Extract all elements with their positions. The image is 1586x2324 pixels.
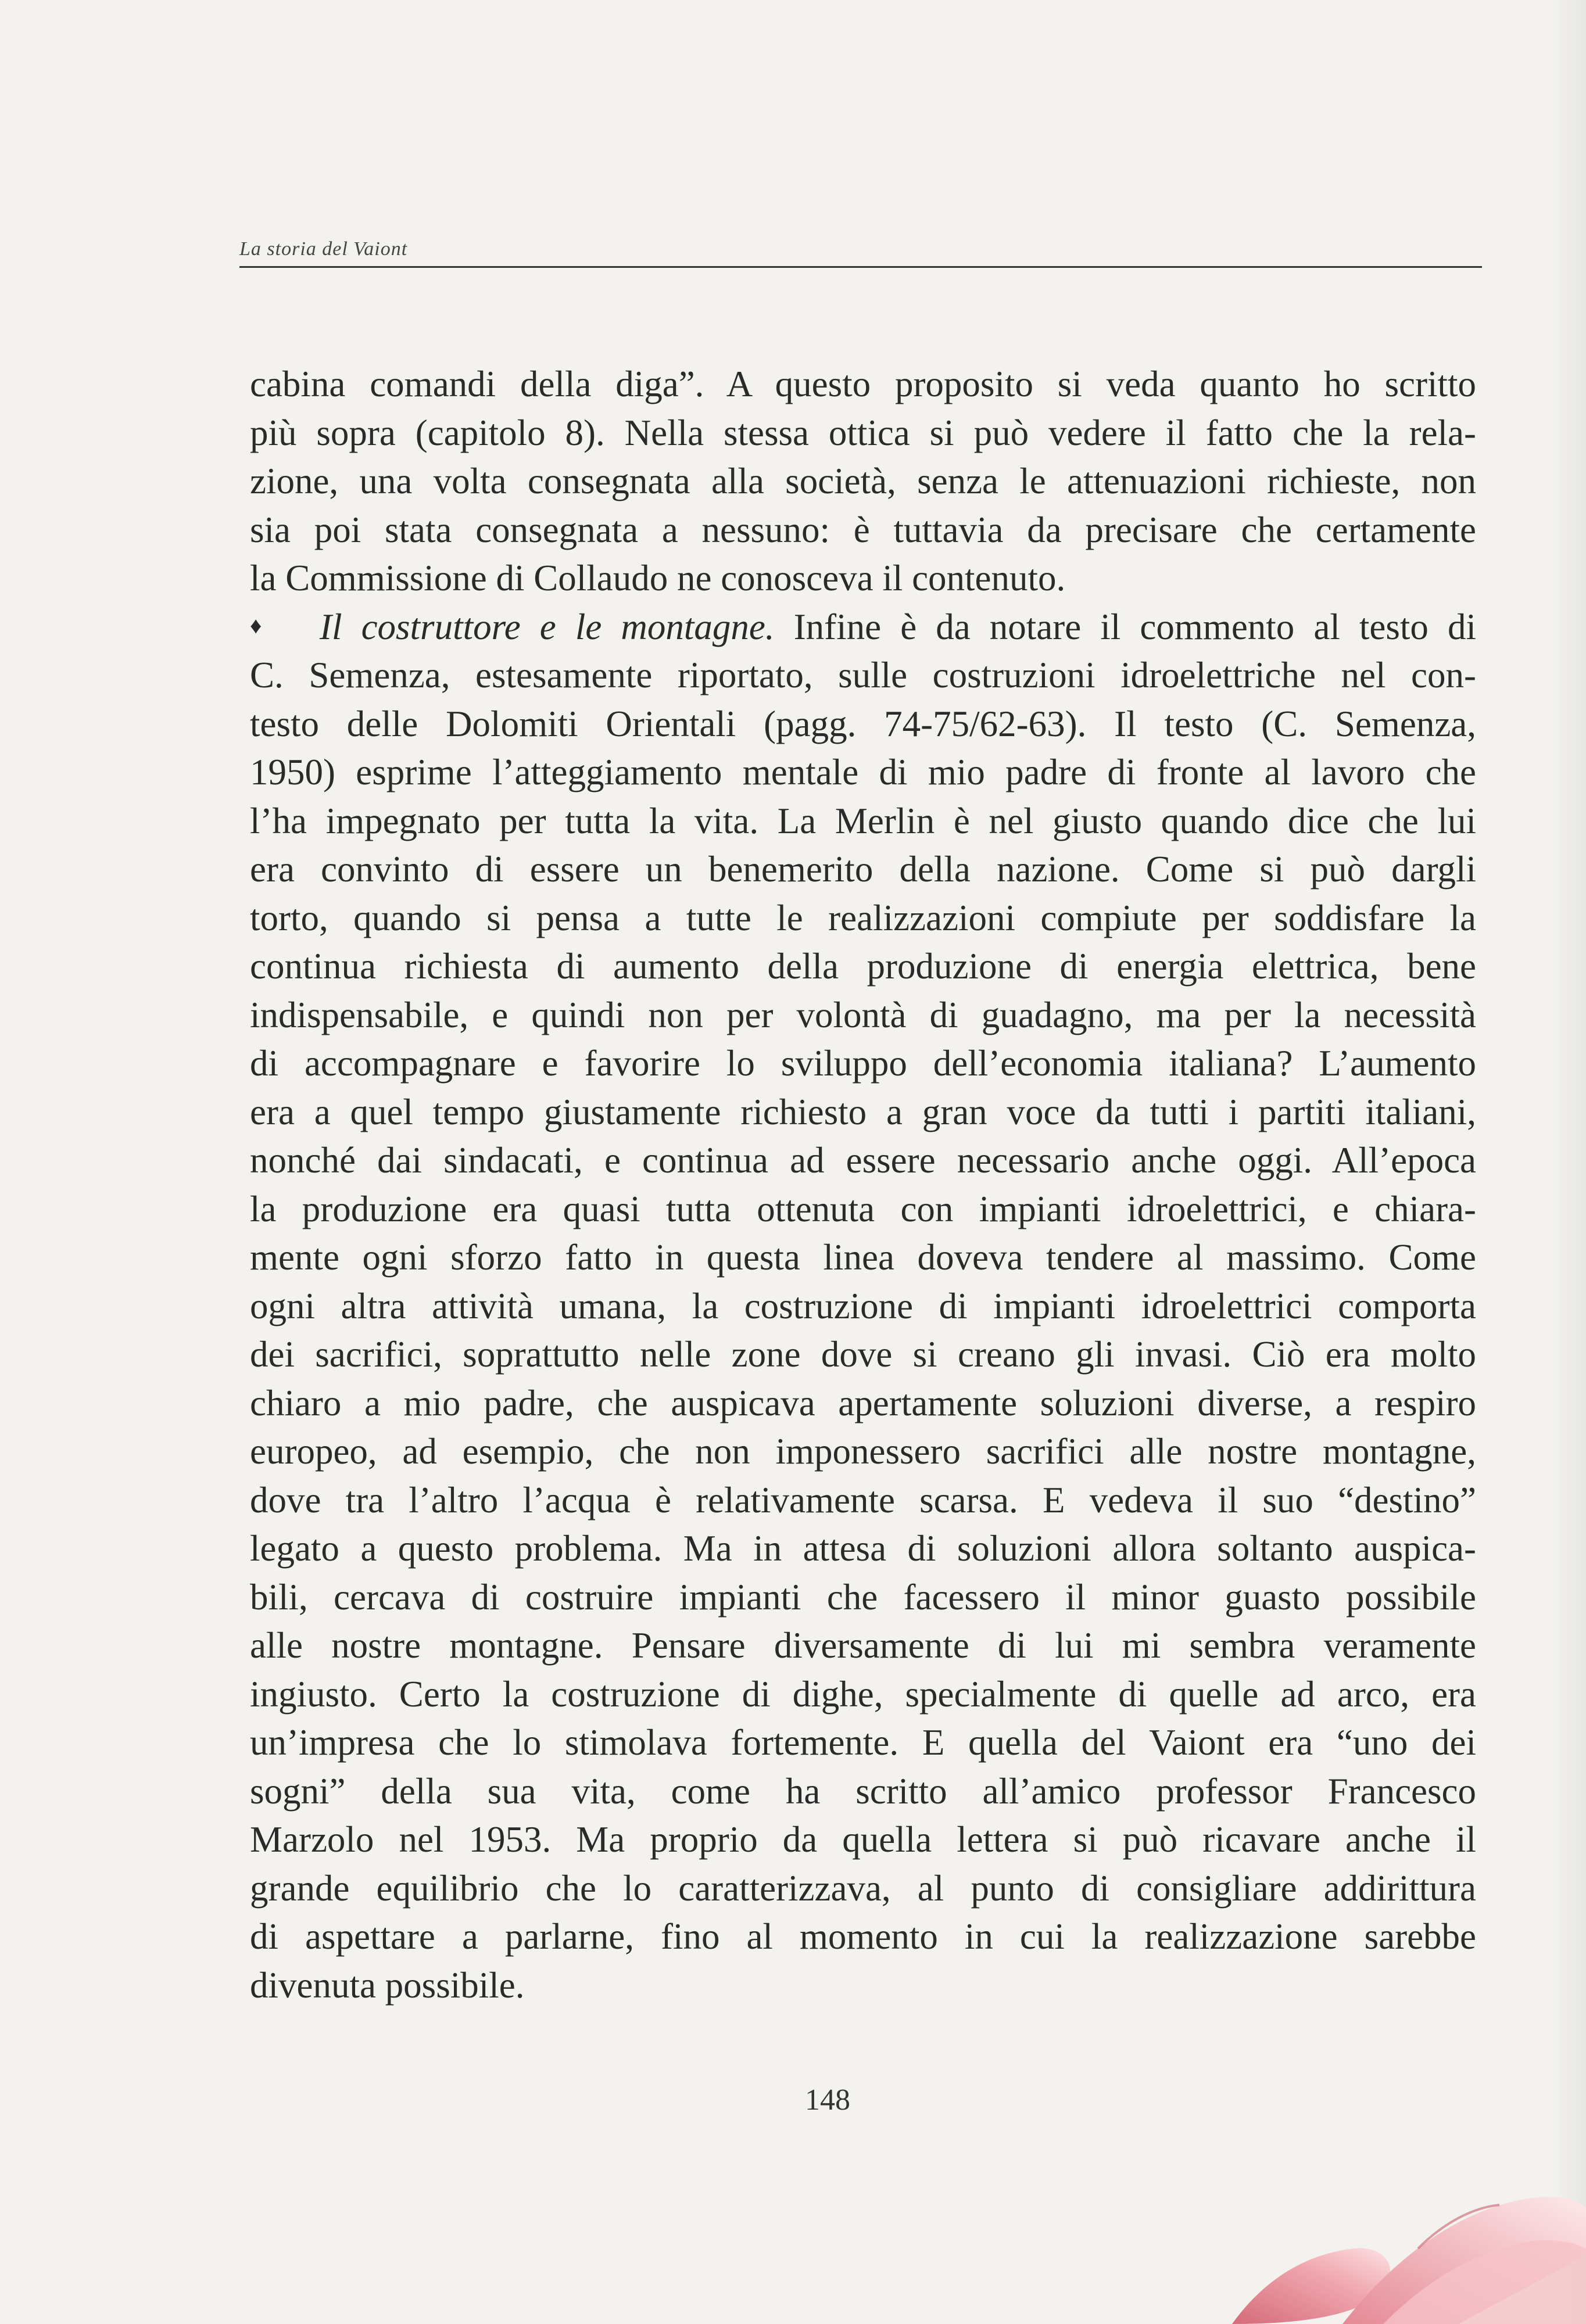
text-line: cabina comandi della diga”. A questo proposito si veda quanto ho scritto	[250, 364, 1476, 404]
text-line: testo delle Dolomiti Orientali (pagg. 74-75/62-63). Il testo (C. Semenza,	[250, 703, 1476, 744]
text-line: più sopra (capitolo 8). Nella stessa ottica si può vedere il fatto che la rela-	[250, 412, 1476, 453]
text-line: torto, quando si pensa a tutte le realizzazioni compiute per soddisfare la	[250, 897, 1476, 938]
text-line: 1950) esprime l’atteggiamento mentale di mio padre di fronte al lavoro che	[250, 752, 1476, 792]
text-line: la produzione era quasi tutta ottenuta con impianti idroelettrici, e chiara-	[250, 1188, 1476, 1229]
text-line: sogni” della sua vita, come ha scritto all’amico professor Francesco	[250, 1770, 1476, 1812]
text-line: C. Semenza, estesamente riportato, sulle costruzioni idroelettriche nel con-	[250, 655, 1476, 695]
flower-petal-icon	[1209, 2185, 1586, 2324]
text-line: di aspettare a parlarne, fino al momento in cui la realizzazione sarebbe	[250, 1916, 1476, 1957]
text-line: sia poi stata consegnata a nessuno: è tuttavia da precisare che certamente	[250, 509, 1476, 550]
text-line: grande equilibrio che lo caratterizzava, al punto di consigliare addirittura	[250, 1867, 1476, 1909]
page-number: 148	[805, 2083, 850, 2117]
text-line: Marzolo nel 1953. Ma proprio da quella lettera si può ricavare anche il	[250, 1819, 1476, 1860]
text-line: era convinto di essere un benemerito della nazione. Come si può dargli	[250, 849, 1476, 890]
text-line: nonché dai sindacati, e continua ad essere necessario anche oggi. All’epoca	[250, 1140, 1476, 1181]
text-line: l’ha impegnato per tutta la vita. La Merlin è nel giusto quando dice che lui	[250, 800, 1476, 841]
text-line: legato a questo problema. Ma in attesa di soluzioni allora soltanto auspica-	[250, 1528, 1476, 1569]
header-rule	[239, 266, 1482, 268]
text-line: la Commissione di Collaudo ne conosceva il contenuto.	[250, 558, 1066, 598]
text-line: indispensabile, e quindi non per volontà di guadagno, ma per la necessità	[250, 994, 1476, 1035]
section-first-line-rest: Infine è da notare il commento al testo di	[774, 606, 1476, 647]
page-edge-shadow	[1551, 0, 1586, 2324]
text-line: un’impresa che lo stimolava fortemente. E quella del Vaiont era “uno dei	[250, 1722, 1476, 1763]
text-line: divenuta possibile.	[250, 1964, 525, 2006]
section-title: Il costruttore e le montagne.	[320, 606, 775, 647]
text-line: bili, cercava di costruire impianti che facessero il minor guasto possibile	[250, 1576, 1476, 1618]
text-line: dove tra l’altro l’acqua è relativamente scarsa. E vedeva il suo “destino”	[250, 1479, 1476, 1520]
text-line: zione, una volta consegnata alla società, senza le attenuazioni richieste, non	[250, 461, 1476, 501]
text-line: alle nostre montagne. Pensare diversamente di lui mi sembra veramente	[250, 1625, 1476, 1666]
text-line: mente ogni sforzo fatto in questa linea doveva tendere al massimo. Come	[250, 1237, 1476, 1278]
body-text	[250, 360, 1476, 2006]
text-line: ogni altra attività umana, la costruzione di impianti idroelettrici comporta	[250, 1285, 1476, 1326]
text-line: era a quel tempo giustamente richiesto a gran voce da tutti i partiti italiani,	[250, 1091, 1476, 1132]
text-line: dei sacrifici, soprattutto nelle zone dove si creano gli invasi. Ciò era molto	[250, 1334, 1476, 1375]
diamond-bullet-icon: ♦	[250, 612, 262, 639]
text-line: europeo, ad esempio, che non imponessero sacrifici alle nostre montagne,	[250, 1431, 1476, 1472]
text-line: di accompagnare e favorire lo sviluppo dell’economia italiana? L’aumento	[250, 1043, 1476, 1084]
text-line: continua richiesta di aumento della produzione di energia elettrica, bene	[250, 946, 1476, 987]
text-line: ingiusto. Certo la costruzione di dighe, specialmente di quelle ad arco, era	[250, 1673, 1476, 1715]
running-head: La storia del Vaiont	[239, 238, 408, 260]
section-first-line	[250, 603, 1476, 652]
text-line: chiaro a mio padre, che auspicava apertamente soluzioni diverse, a respiro	[250, 1382, 1476, 1423]
